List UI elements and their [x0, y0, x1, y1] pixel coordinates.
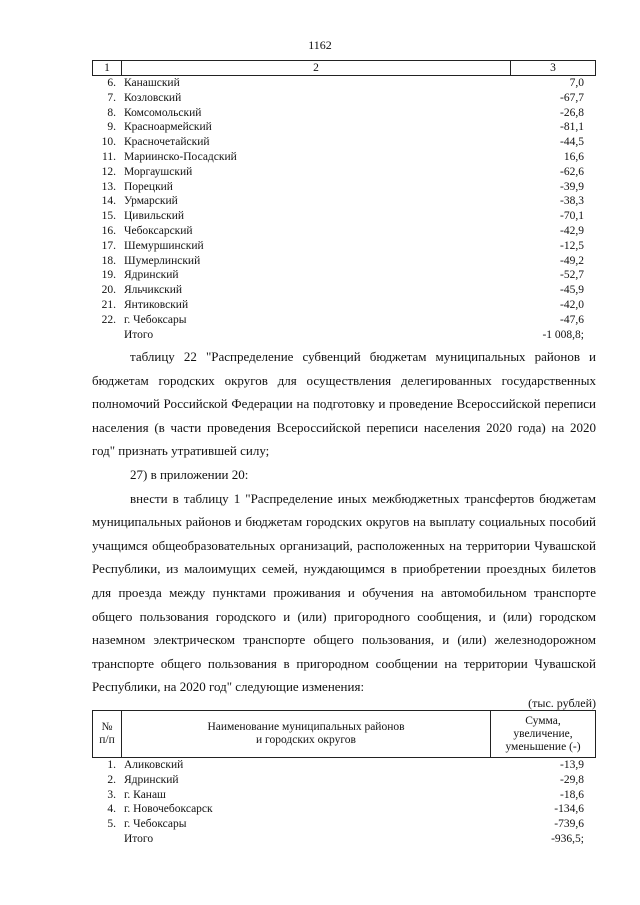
row-name: Итого: [124, 832, 154, 845]
row-value: -70,1: [560, 210, 584, 223]
row-number: 18.: [101, 254, 116, 267]
row-value: -42,0: [560, 298, 584, 311]
paragraph-table22: таблицу 22 "Распределение субвенций бюджетам муниципальных районов и бюджетам городских округов для осуществления делегированных государственных полномочий Российской Федерации на подготовку и проведение Всероссийской переписи населения (в части проведения Всероссийской переписи населения 2020 года) на 2020 год" признать утратившей силу;: [92, 349, 596, 459]
row-name: Аликовский: [124, 759, 184, 771]
table-row: [92, 788, 596, 803]
column-header-1: 1: [93, 61, 122, 75]
row-number: 21.: [101, 298, 116, 311]
table-row: [92, 91, 596, 106]
table-row: [92, 298, 596, 313]
row-name: Комсомольский: [124, 106, 202, 119]
table-row: [92, 773, 596, 788]
row-value: -134,6: [554, 803, 584, 816]
row-name: Порецкий: [124, 180, 173, 193]
table-row: [92, 817, 596, 832]
table-row: [92, 135, 596, 150]
table-row: [92, 180, 596, 195]
row-number: 8.: [107, 106, 116, 119]
table-row: [92, 268, 596, 283]
table-row: [92, 165, 596, 180]
row-number: 10.: [101, 136, 116, 149]
row-number: 19.: [101, 269, 116, 282]
row-value: -42,9: [560, 224, 584, 237]
table-row: [92, 283, 596, 298]
table-row: [92, 150, 596, 165]
table-row: [92, 209, 596, 224]
row-number: 5.: [107, 818, 116, 831]
table-header: [92, 710, 596, 758]
table-row: [92, 194, 596, 209]
row-value: -38,3: [560, 195, 584, 208]
row-number: 16.: [101, 224, 116, 237]
table-row: [92, 758, 596, 773]
row-number: 11.: [102, 150, 116, 163]
row-value: 16,6: [563, 150, 584, 163]
paragraph-table1-changes: внести в таблицу 1 "Распределение иных межбюджетных трансфертов бюджетам муниципальных районов и бюджетам городских округов на выплату социальных пособий учащимся общеобразовательных организаций, расположенных на территории Чувашской Республики, из малоимущих семей, нуждающимся в приобретении проездных билетов для проезда между пунктами проживания и обучения на автомобильном транспорте общего пользования городского и (или) пригородного сообщения, и (или) городском наземном электрическом транспорте общего пользования, и (или) железнодорожном транспорте общего пользования в пригородном сообщении на территории Чувашской Республики, на 2020 год" следующие изменения:: [92, 490, 596, 695]
row-number: 6.: [107, 77, 116, 89]
row-name: Итого: [124, 328, 154, 341]
column-header-2: 2: [122, 61, 511, 75]
row-value: -13,9: [560, 759, 584, 771]
row-value: -29,8: [560, 773, 584, 786]
row-value: -47,6: [560, 313, 584, 326]
allocation-table-continued: [92, 60, 596, 342]
table-row: [92, 76, 596, 91]
body-text: [92, 345, 596, 699]
row-name: Моргаушский: [124, 165, 193, 178]
table-header: [92, 60, 596, 76]
table-row: [92, 832, 596, 847]
row-value: -44,5: [560, 136, 584, 149]
row-name: г. Новочебоксарск: [124, 803, 213, 816]
row-name: Чебоксарский: [124, 224, 193, 237]
row-name: Цивильский: [124, 210, 185, 223]
row-number: 3.: [107, 788, 116, 801]
paragraph-appendix20: 27) в приложении 20:: [130, 466, 249, 482]
row-number: 14.: [101, 195, 116, 208]
row-number: 2.: [107, 773, 116, 786]
row-value: -26,8: [560, 106, 584, 119]
table-body: [92, 758, 596, 847]
row-name: Козловский: [124, 91, 182, 104]
row-number: 20.: [101, 284, 116, 297]
row-name: Мариинско-Посадский: [124, 150, 237, 163]
row-value: 7,0: [569, 77, 584, 89]
column-header-sum: Сумма, увеличение, уменьшение (-): [505, 714, 581, 753]
unit-label: (тыс. рублей): [528, 696, 596, 710]
table-body: [92, 76, 596, 342]
row-number: [92, 328, 120, 343]
row-name: Яльчикский: [124, 284, 183, 297]
row-number: 22.: [101, 313, 116, 326]
row-name: г. Канаш: [124, 788, 166, 801]
row-value: -1 008,8;: [542, 328, 584, 341]
row-value: -52,7: [560, 269, 584, 282]
row-name: Ядринский: [124, 773, 179, 786]
row-number: 17.: [101, 239, 116, 252]
table-row: [92, 239, 596, 254]
page-number: 1162: [308, 38, 332, 52]
row-name: Шумерлинский: [124, 254, 201, 267]
row-value: -18,6: [560, 788, 584, 801]
row-name: Янтиковский: [124, 298, 189, 311]
row-value: -45,9: [560, 284, 584, 297]
row-name: Ядринский: [124, 269, 179, 282]
table-row: [92, 254, 596, 269]
row-name: Канашский: [124, 77, 180, 89]
row-value: -62,6: [560, 165, 584, 178]
row-value: -12,5: [560, 239, 584, 252]
row-number: 12.: [101, 165, 116, 178]
row-number: 4.: [107, 803, 116, 816]
row-name: Шемуршинский: [124, 239, 204, 252]
transfers-table: [92, 710, 596, 847]
row-number: 1.: [107, 759, 116, 771]
row-number: 15.: [101, 210, 116, 223]
table-row: [92, 313, 596, 328]
table-row: [92, 106, 596, 121]
row-name: Красноармейский: [124, 121, 212, 134]
row-number: 9.: [107, 121, 116, 134]
row-value: -936,5;: [551, 832, 584, 845]
table-row: [92, 328, 596, 343]
row-value: -49,2: [560, 254, 584, 267]
column-header-number: № п/п: [93, 711, 122, 757]
row-number: 13.: [101, 180, 116, 193]
table-row: [92, 224, 596, 239]
row-number: 7.: [107, 91, 116, 104]
row-name: Урмарский: [124, 195, 178, 208]
row-value: -81,1: [560, 121, 584, 134]
row-value: -67,7: [560, 91, 584, 104]
row-value: -39,9: [560, 180, 584, 193]
column-header-name: Наименование муниципальных районов и городских округов: [122, 711, 491, 757]
row-name: Красночетайский: [124, 136, 210, 149]
row-name: г. Чебоксары: [124, 313, 187, 326]
row-name: г. Чебоксары: [124, 818, 187, 831]
row-value: -739,6: [554, 818, 584, 831]
column-header-3: 3: [550, 62, 556, 74]
table-row: [92, 802, 596, 817]
table-row: [92, 120, 596, 135]
row-number: [92, 832, 120, 847]
